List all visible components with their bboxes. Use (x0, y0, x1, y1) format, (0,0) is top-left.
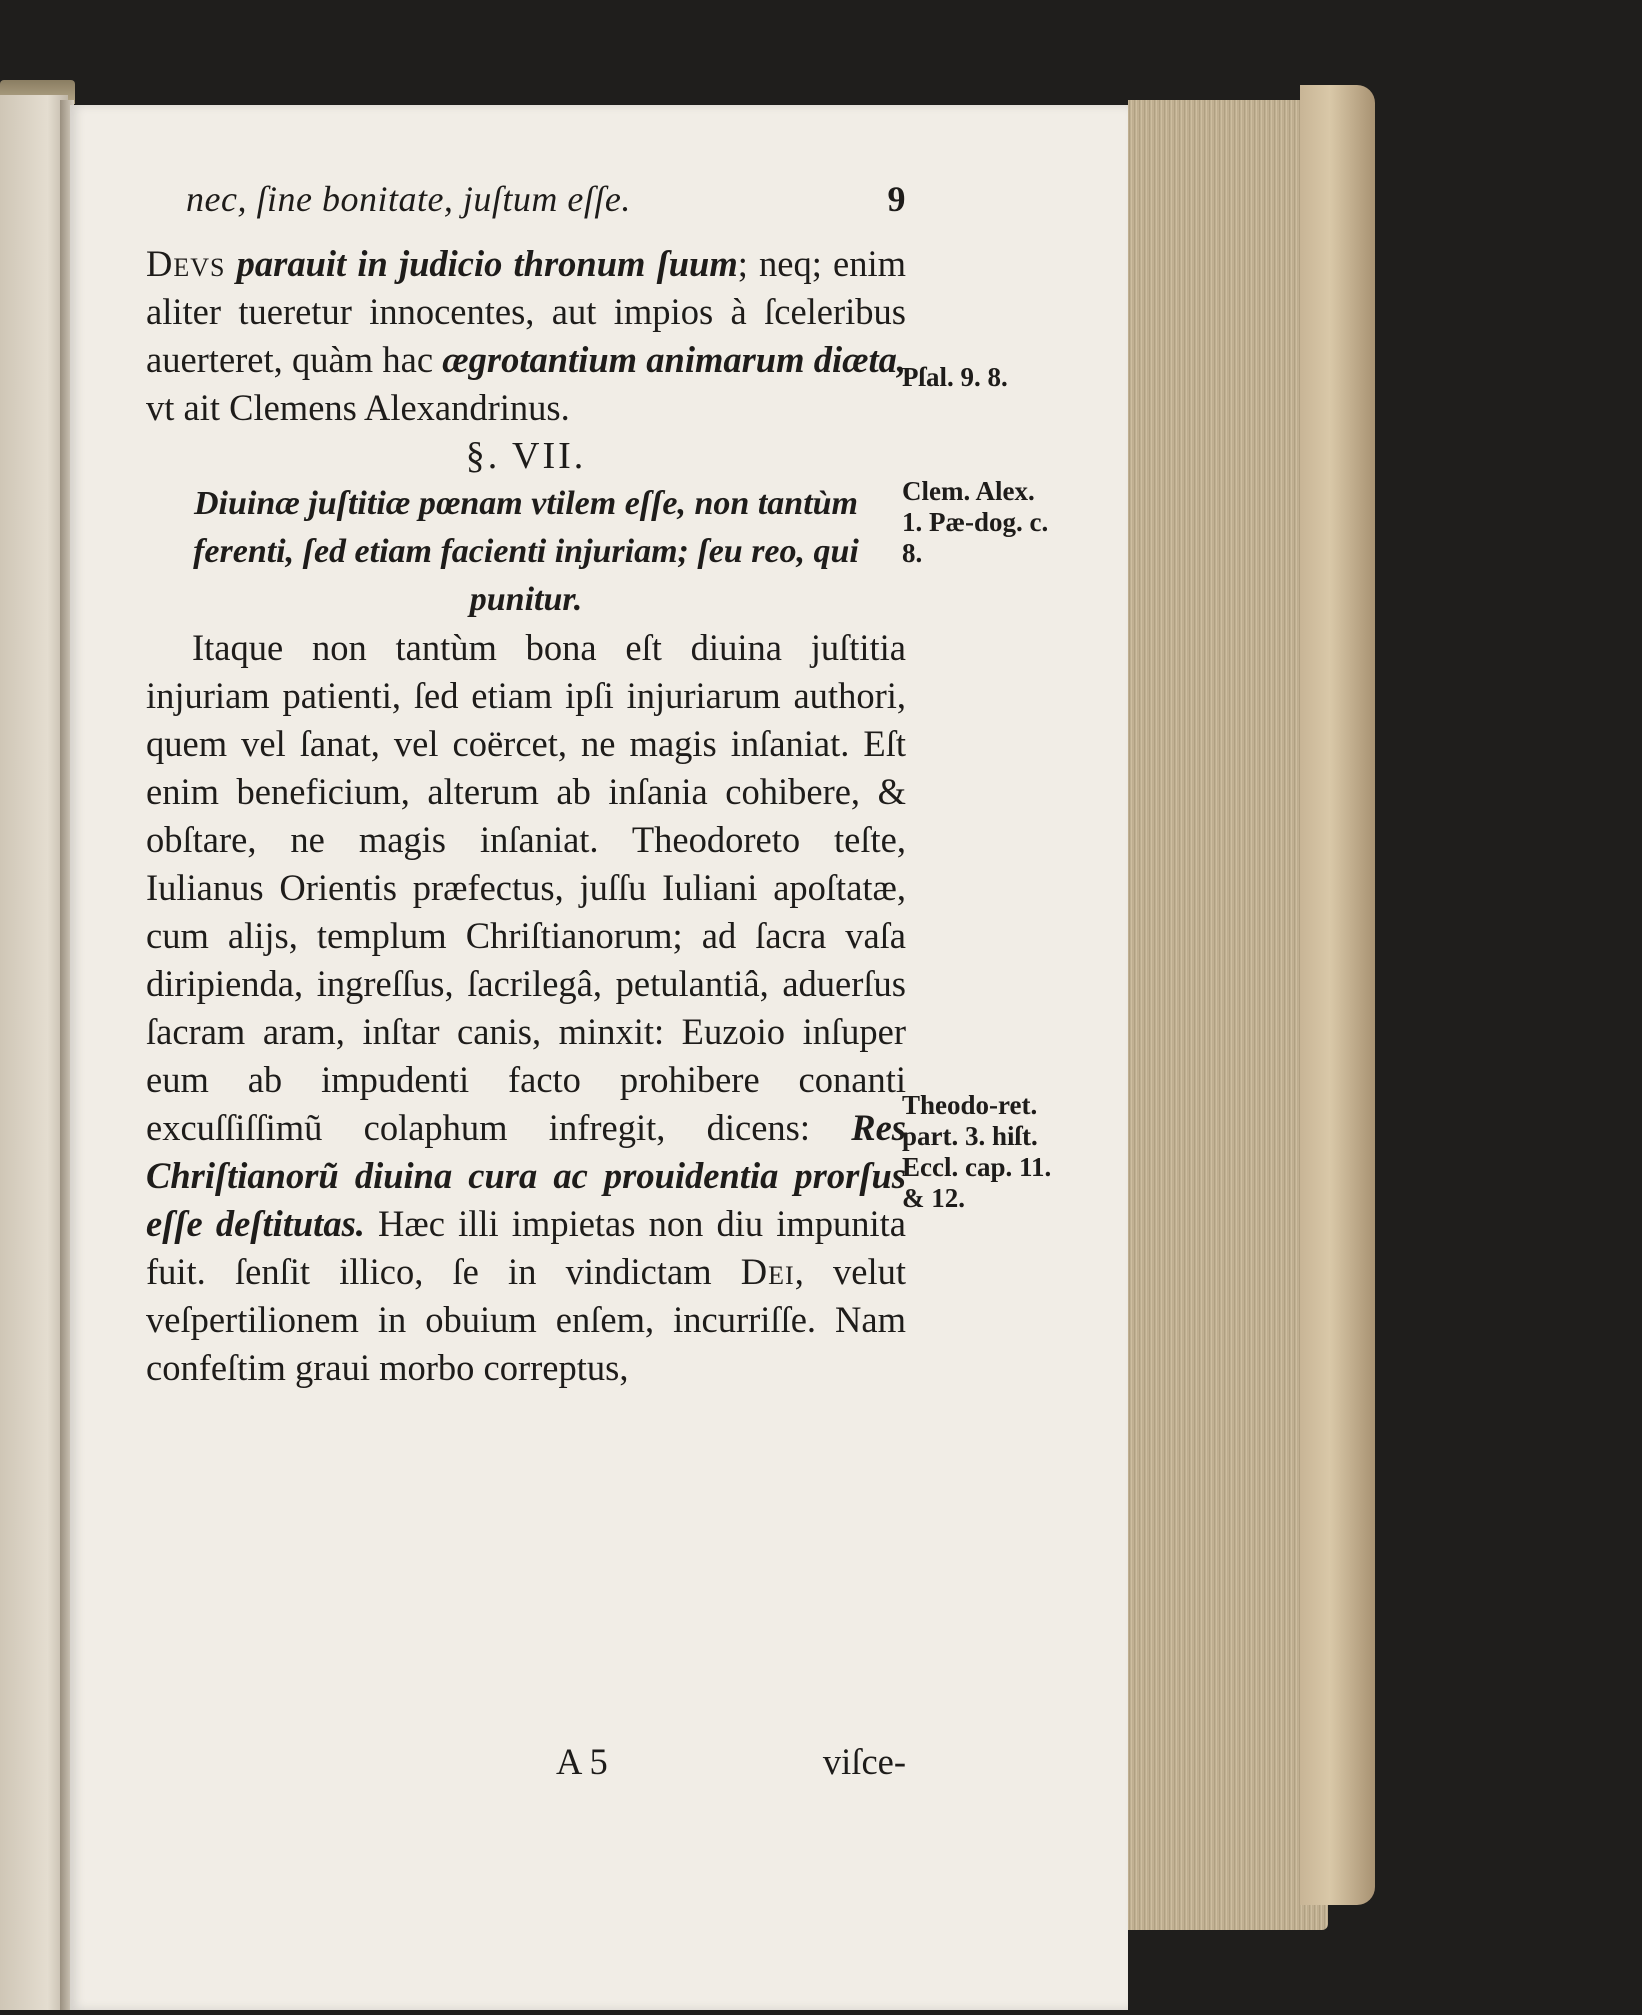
section-heading: Diuinæ juſtitiæ pœnam vtilem eſſe, non tantùm ferenti, ſed etiam facienti injuriam; ſeu reo, qui punitur. (193, 485, 859, 618)
running-title: nec, ſine bonitate, juſtum eſſe. (186, 179, 631, 219)
page-block-edges (1128, 100, 1328, 1930)
paragraph-2 (146, 624, 906, 1392)
deus-word: Devs (146, 243, 226, 284)
paragraph-2-continuation: Hæc illi impietas non diu impunita fuit. ſenſit illico, ſe in vindictam (146, 1203, 907, 1292)
main-text (146, 240, 906, 1392)
margin-note-clement: Clem. Alex. 1. Pæ-dog. c. 8. (902, 476, 1049, 568)
julian-quote: Res Chriſtianorũ diuina cura ac prouidentia prorſus eſſe deſtitutas. (146, 1107, 907, 1244)
paragraph-1 (146, 240, 906, 432)
section-number: §. VII. (465, 435, 587, 477)
paragraph-2-text: Itaque non tantùm bona eſt diuina juſtitia injuriam patienti, ſed etiam ipſi injuriarum authori, quem vel ſanat, vel coërcet, ne magis inſaniat. Eſt enim beneficium, alterum ab inſania cohibere, & obſtare, ne magis inſaniat. Theodoreto teſte, Iulianus Orientis præfectus, juſſu Iuliani apoſtatæ, cum alijs, templum Chriſtianorum; ad ſacra vaſa diripienda, ingreſſus, ſacrilegâ, petulantiâ, aduerſus ſacram aram, inſtar canis, minxit: Euzoio inſuper eum ab impudenti facto prohibere conanti excuſſiſſimũ colaphum infregit, dicens: (146, 627, 906, 1148)
margin-note-theodoret: Theodo-ret. part. 3. hiſt. Eccl. cap. 11. & 12. (902, 1090, 1052, 1213)
paragraph-1-text: ; neq; enim aliter tueretur innocentes, aut impios à ſceleribus auerteret, quàm hac (146, 243, 907, 380)
catchword: viſce- (822, 1741, 906, 1782)
page-footer (556, 1740, 906, 1783)
paragraph-1-end: vt ait Clemens Alexandrinus. (146, 387, 570, 428)
clement-quote: ægrotantium animarum diæta, (442, 339, 907, 380)
paragraph-2-end: , velut veſpertilionem in obuium enſem, incurriſſe. Nam confeſtim graui morbo correptus, (146, 1251, 906, 1388)
psalm-quote: parauit in judicio thronum ſuum (236, 243, 738, 284)
signature-mark: A 5 (556, 1741, 608, 1782)
back-cover (1300, 85, 1375, 1905)
dei-word: Dei (740, 1251, 795, 1292)
margin-note-psalm: Pſal. 9. 8. (902, 362, 1008, 392)
running-header (186, 178, 906, 220)
left-page-edge (0, 95, 68, 2010)
page-number: 9 (887, 179, 906, 219)
